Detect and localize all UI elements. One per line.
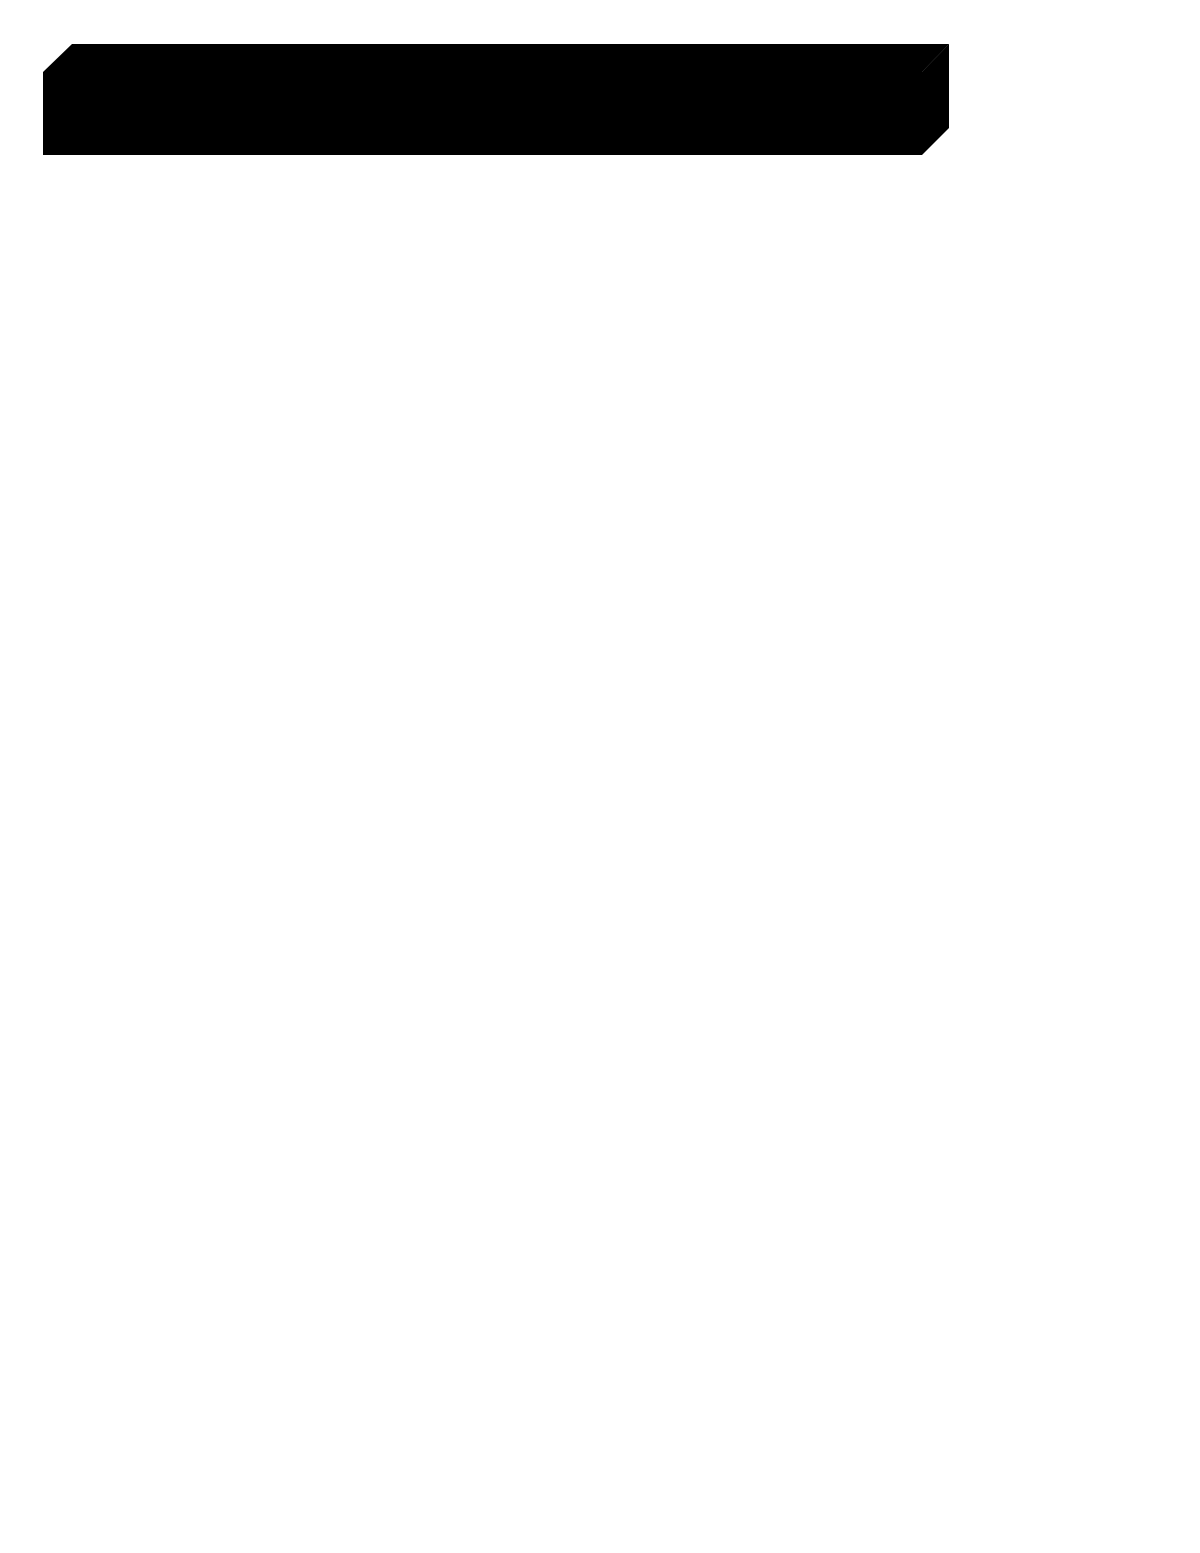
banner-front-face bbox=[43, 72, 922, 155]
title-banner bbox=[42, 42, 952, 158]
objectives-document bbox=[142, 172, 1072, 199]
banner-top-face bbox=[43, 44, 949, 72]
banner-shape bbox=[42, 42, 952, 158]
